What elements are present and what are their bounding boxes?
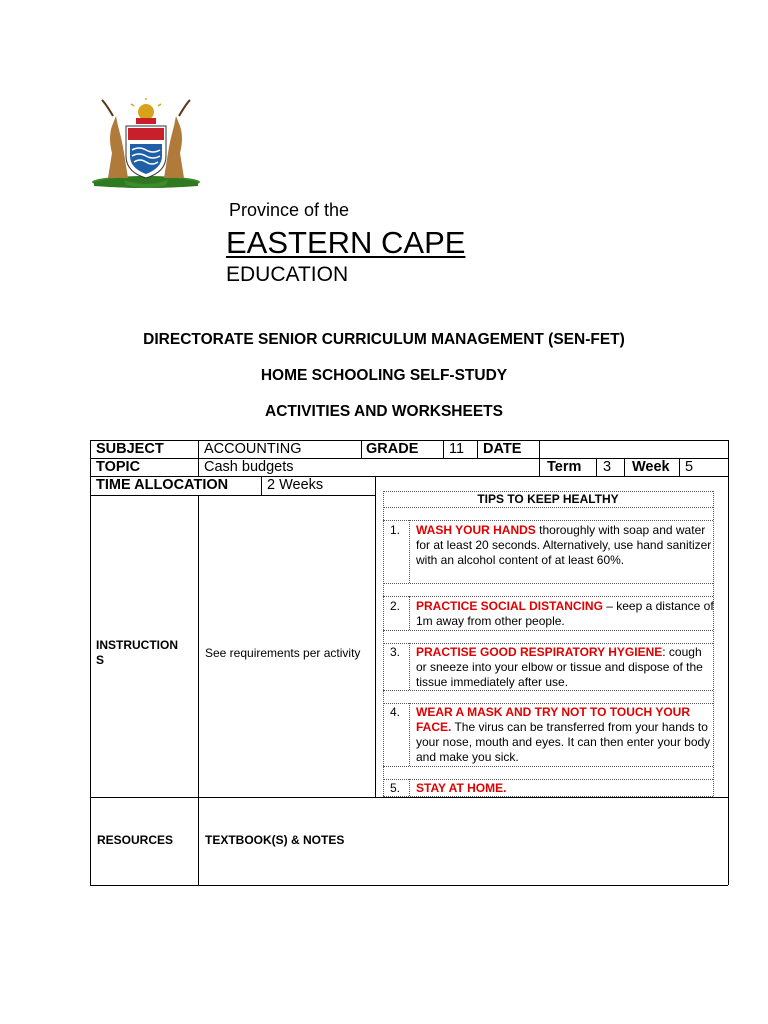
- tip-3-rest: : cough or sneeze into your elbow or tissue and dispose of the tissue immediately after use.: [416, 645, 703, 689]
- tip-3-number: 3.: [390, 645, 401, 659]
- tip-4-number: 4.: [390, 705, 401, 719]
- tip-4-highlight: WEAR A MASK AND TRY NOT TO TOUCH YOUR FACE.: [416, 705, 691, 734]
- instructions-label-line1: INSTRUCTION: [96, 638, 178, 652]
- tip-5-highlight: STAY AT HOME.: [416, 781, 507, 795]
- tip-4-rest: The virus can be transferred from your hands to your nose, mouth and eyes. It can then enter your body and make you sick.: [416, 720, 711, 764]
- instructions-label: [96, 638, 178, 668]
- topic-label: TOPIC: [96, 459, 141, 475]
- time-allocation-label: TIME ALLOCATION: [96, 477, 229, 493]
- home-schooling-heading: HOME SCHOOLING SELF-STUDY: [260, 367, 508, 384]
- term-label: Term: [547, 459, 582, 475]
- directorate-heading: DIRECTORATE SENIOR CURRICULUM MANAGEMENT (SEN-FET): [143, 331, 625, 348]
- week-label: Week: [632, 459, 670, 475]
- tip-2-text: [416, 599, 714, 629]
- tip-5-text: [416, 781, 714, 796]
- tip-2-number: 2.: [390, 599, 401, 613]
- tip-2-rest: – keep a distance of 1m away from other people.: [416, 599, 714, 628]
- tip-1-text: [416, 523, 714, 568]
- grade-label: GRADE: [366, 441, 419, 457]
- province-of-text: Province of the: [229, 200, 350, 220]
- tip-3-text: [416, 645, 714, 690]
- tip-1-number: 1.: [390, 523, 401, 537]
- resources-value: TEXTBOOK(S) & NOTES: [205, 833, 345, 847]
- instructions-value: See requirements per activity: [205, 646, 361, 660]
- tip-1-highlight: WASH YOUR HANDS: [416, 523, 536, 537]
- subject-value: ACCOUNTING: [204, 441, 302, 457]
- resources-label: RESOURCES: [97, 833, 174, 847]
- coat-of-arms-logo: [90, 98, 202, 190]
- tips-title: TIPS TO KEEP HEALTHY: [477, 492, 619, 506]
- eastern-cape-title: EASTERN CAPE: [226, 225, 466, 260]
- instructions-label-line2: S: [96, 653, 105, 667]
- tip-3-highlight: PRACTISE GOOD RESPIRATORY HYGIENE: [416, 645, 663, 659]
- tip-1-rest: thoroughly with soap and water for at least 20 seconds. Alternatively, use hand sanitizer with an alcohol content of at least 60%.: [416, 523, 712, 567]
- subject-label: SUBJECT: [96, 441, 164, 457]
- date-label: DATE: [483, 441, 522, 457]
- activities-heading: ACTIVITIES AND WORKSHEETS: [265, 403, 503, 420]
- time-allocation-value: 2 Weeks: [267, 477, 324, 493]
- grade-value: 11: [449, 441, 465, 457]
- tip-2-highlight: PRACTICE SOCIAL DISTANCING: [416, 599, 603, 613]
- education-subtitle: EDUCATION: [226, 263, 349, 286]
- tip-5-number: 5.: [390, 781, 401, 795]
- tip-4-text: [416, 705, 714, 765]
- term-value: 3: [603, 459, 612, 475]
- topic-value: Cash budgets: [204, 459, 294, 475]
- week-value: 5: [685, 459, 694, 475]
